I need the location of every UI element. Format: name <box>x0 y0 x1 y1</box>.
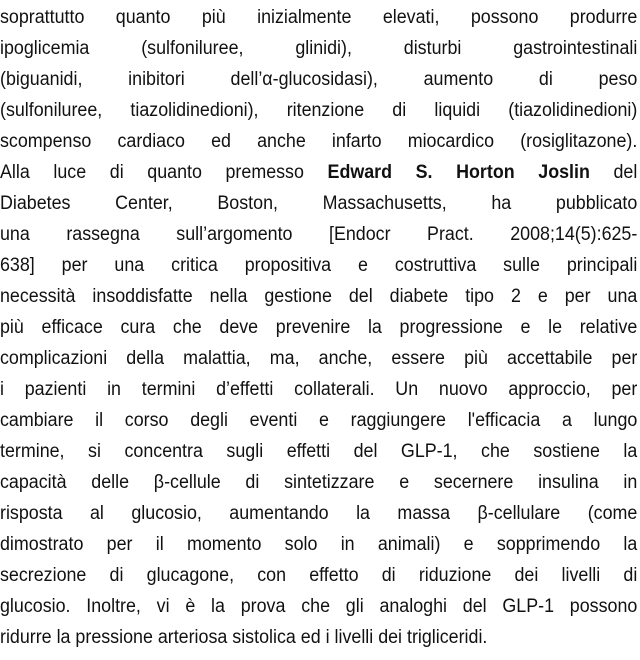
text-line: ipoglicemia (sulfoniluree, glinidi), disturbi gastrointestinali <box>0 38 638 59</box>
text-segment: del <box>589 162 638 183</box>
text-line: dimostrato per il momento solo in animali) e sopprimendo la <box>0 534 638 555</box>
text-line-with-author <box>0 160 637 186</box>
text-line: complicazioni della malattia, ma, anche, essere più accettabile per <box>0 348 638 369</box>
text-line: (biguanidi, inibitori dell’α-glucosidasi), aumento di peso <box>0 69 638 90</box>
text-line: i pazienti in termini d’effetti collaterali. Un nuovo approccio, per <box>0 379 638 400</box>
text-line: 638] per una critica propositiva e costruttiva sulle principali <box>0 255 638 276</box>
text-line: una rassegna sull’argomento [Endocr Pract. 2008;14(5):625- <box>0 224 638 245</box>
text-segment: Alla luce di quanto premesso <box>0 162 328 183</box>
text-line: Diabetes Center, Boston, Massachusetts, ha pubblicato <box>0 193 638 214</box>
text-line: necessità insoddisfatte nella gestione del diabete tipo 2 e per una <box>0 286 638 307</box>
text-line: risposta al glucosio, aumentando la massa β-cellulare (come <box>0 503 638 524</box>
text-line: ridurre la pressione arteriosa sistolica ed i livelli dei trigliceridi. <box>0 627 488 648</box>
text-line: soprattutto quanto più inizialmente elevati, possono produrre <box>0 7 638 28</box>
text-line: termine, si concentra sugli effetti del GLP-1, che sostiene la <box>0 441 638 462</box>
author-name: Edward S. Horton Joslin <box>327 162 590 183</box>
text-line: (sulfoniluree, tiazolidinedioni), ritenzione di liquidi (tiazolidinedioni) <box>0 100 638 121</box>
text-line: secrezione di glucagone, con effetto di riduzione dei livelli di <box>0 565 638 586</box>
text-line: cambiare il corso degli eventi e raggiungere l'efficacia a lungo <box>0 410 638 431</box>
text-line: glucosio. Inoltre, vi è la prova che gli analoghi del GLP-1 possono <box>0 596 638 617</box>
text-line: più efficace cura che deve prevenire la progressione e le relative <box>0 317 638 338</box>
text-line: capacità delle β-cellule di sintetizzare e secernere insulina in <box>0 472 638 493</box>
text-line: scompenso cardiaco ed anche infarto miocardico (rosiglitazone). <box>0 131 638 152</box>
